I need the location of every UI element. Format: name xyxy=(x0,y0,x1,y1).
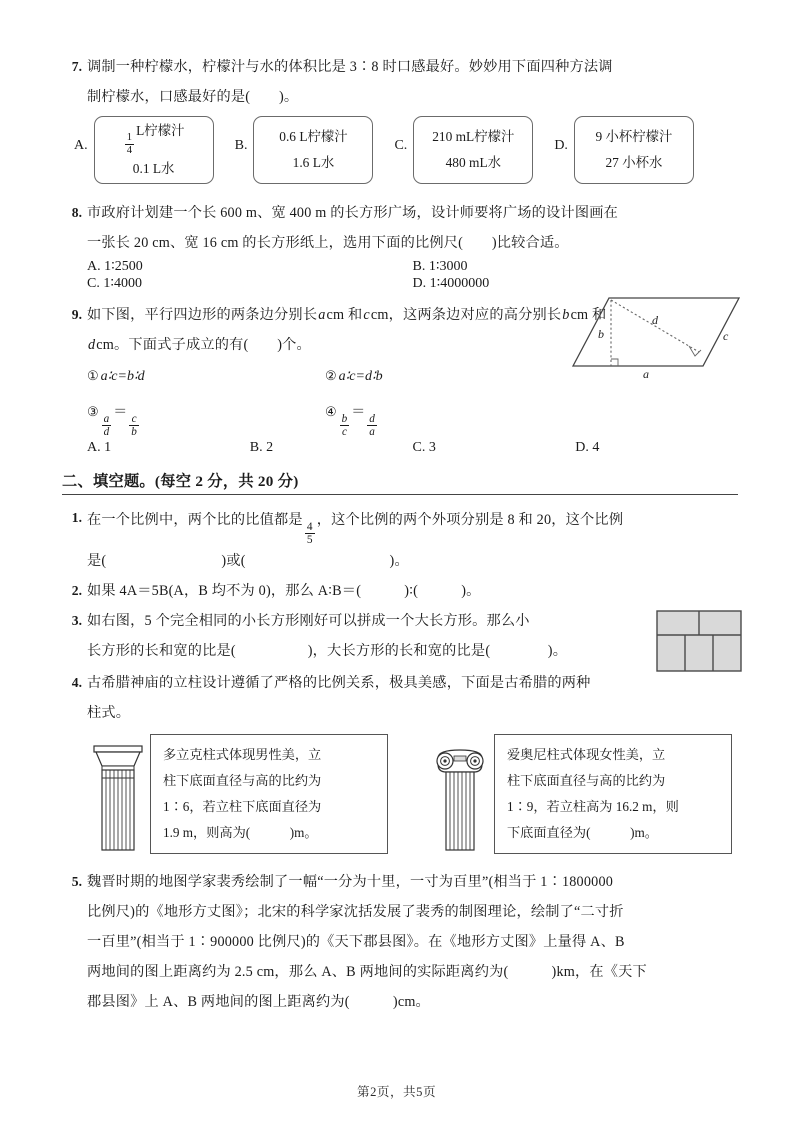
question-8 xyxy=(62,198,738,258)
q9-var-b: b xyxy=(562,307,570,323)
q8-choice-c-label: C. xyxy=(87,276,100,291)
doric-column-icon xyxy=(90,742,146,859)
question-8-number: 8. xyxy=(71,205,82,220)
option-d-line2: 27 小杯水 xyxy=(605,155,663,170)
q9-statement-1-text: a∶c=b∶d xyxy=(100,369,145,384)
option-c-line1: 210 mL柠檬汁 xyxy=(432,129,515,144)
option-a[interactable] xyxy=(74,116,214,184)
option-b[interactable] xyxy=(235,116,374,184)
fraction-four-fifths: $\frac{4}{5}$ xyxy=(306,520,313,547)
option-a-line2: 0.1 L水 xyxy=(132,161,175,177)
option-b-line2: 1.6 L水 xyxy=(292,155,335,170)
q9-statement-2-text: a∶c=d∶b xyxy=(338,369,383,384)
ionic-column-icon xyxy=(430,742,490,859)
parallelogram-figure xyxy=(539,286,744,383)
q9-choice-d-text: 4 xyxy=(592,440,600,455)
option-b-label: B. xyxy=(234,138,248,153)
q8-choice-b[interactable] xyxy=(413,258,739,275)
rectangle-tiling-figure xyxy=(656,610,742,677)
question-7-text-line2: 制柠檬水，口感最好的是( )。 xyxy=(87,89,299,105)
circle-number-3: ③ xyxy=(87,404,99,419)
doric-line-1: 多立克柱式体现男性美，立 xyxy=(163,747,322,763)
fill-question-5 xyxy=(62,867,738,1017)
q9-fraction-b-over-c: $\frac{b}{c}$ xyxy=(341,412,348,438)
option-a-card[interactable] xyxy=(94,116,214,184)
fill-4-column-figures xyxy=(62,734,738,859)
q9-choice-b-label: B. xyxy=(249,440,263,455)
page-footer: 第2页，共5页 xyxy=(356,1085,437,1099)
fill-question-4 xyxy=(62,668,738,728)
q8-choice-a-text: 1∶2500 xyxy=(104,259,143,274)
q9-choice-b[interactable] xyxy=(250,440,413,456)
q9-choice-a-text: 1 xyxy=(104,440,112,455)
label-b: b xyxy=(598,327,604,341)
q9-choice-c[interactable] xyxy=(413,440,576,456)
q9-var-d: d xyxy=(88,337,96,353)
option-d[interactable] xyxy=(554,116,694,184)
question-8-text-line2: 一张长 20 cm、宽 16 cm 的长方形纸上，选用下面的比例尺( )比较合适。 xyxy=(87,235,569,251)
ionic-line-3: 1∶9，若立柱高为 16.2 m，则 xyxy=(507,799,679,815)
doric-group xyxy=(90,734,388,859)
q8-choice-d-label: D. xyxy=(412,276,427,291)
fill-question-2 xyxy=(62,576,738,606)
q8-choice-a[interactable] xyxy=(87,258,413,275)
q9-line1-part-d: cm 和 xyxy=(570,307,607,323)
q9-choice-a[interactable] xyxy=(87,440,250,456)
fill-4-line1: 古希腊神庙的立柱设计遵循了严格的比例关系，极具美感，下面是古希腊的两种 xyxy=(87,675,591,692)
q8-choice-d-text: 1∶4000000 xyxy=(429,276,490,291)
section-2-heading: 二、填空题。(每空 2 分，共 20 分) xyxy=(62,473,299,490)
q9-statement-3: ③ $\frac{a}{d}$ ＝ $\frac{c}{b}$ xyxy=(87,393,325,438)
fill-2-number: 2. xyxy=(71,583,82,599)
q9-line1-part-c: cm，这两条边对应的高分别长 xyxy=(370,307,562,323)
doric-line-3: 1∶6，若立柱下底面直径为 xyxy=(163,799,322,815)
fill-1-line1 xyxy=(87,503,738,546)
option-c-line2: 480 mL水 xyxy=(445,155,502,170)
q9-line2-text: cm。下面式子成立的有( )个。 xyxy=(96,337,311,353)
label-d: d xyxy=(652,313,658,327)
q9-choice-b-text: 2 xyxy=(266,440,274,455)
ionic-group xyxy=(430,734,732,859)
fill-question-3 xyxy=(62,606,738,666)
option-c-label: C. xyxy=(394,138,408,153)
fill-3-number: 3. xyxy=(71,613,82,629)
doric-line-4: 1.9 m，则高为( )m。 xyxy=(163,825,318,841)
fill-1-number: 1. xyxy=(71,510,82,525)
fill-4-number: 4. xyxy=(71,675,82,691)
fill-4-line2: 柱式。 xyxy=(87,705,131,722)
q9-line1-part-a: 如下图，平行四边形的两条边分别长 xyxy=(87,307,318,323)
option-c[interactable] xyxy=(394,116,533,184)
fill-3-line2[interactable]: 长方形的长和宽的比是( )，大长方形的长和宽的比是( )。 xyxy=(87,643,568,660)
q9-fraction-a-over-d: $\frac{a}{d}$ xyxy=(103,412,110,438)
fill-1-line2[interactable]: 是( )或( )。 xyxy=(87,553,409,570)
fill-5-number: 5. xyxy=(71,874,82,890)
q9-fraction-d-over-a: $\frac{d}{a}$ xyxy=(369,412,375,438)
q9-var-c: c xyxy=(363,307,370,323)
q9-choice-c-text: 3 xyxy=(428,440,436,455)
question-9-choices xyxy=(62,440,738,456)
doric-note-box[interactable] xyxy=(150,734,388,854)
q9-choice-c-label: C. xyxy=(412,440,426,455)
ionic-note-box[interactable] xyxy=(494,734,732,854)
ionic-line-1: 爱奥尼柱式体现女性美，立 xyxy=(507,747,666,763)
q9-choice-d-label: D. xyxy=(575,440,589,455)
q9-choice-d[interactable] xyxy=(575,440,738,456)
q8-choice-b-label: B. xyxy=(412,259,426,274)
label-a: a xyxy=(643,367,649,378)
fill-5-line4[interactable]: 两地间的图上距离约为 2.5 cm，那么 A、B 两地间的实际距离约为( )km，在《天下 xyxy=(87,964,647,981)
fill-5-line3: 一百里”(相当于 1∶900000 比例尺)的《天下郡县图》。在《地形方丈图》上量得 A、B xyxy=(87,934,625,951)
option-a-line1: $\frac{1}{4}$ L柠檬汁 xyxy=(126,122,185,156)
q8-choice-c[interactable] xyxy=(87,275,413,292)
fill-2-text[interactable]: 如果 4A＝5B(A，B 均不为 0)，那么 A∶B＝( )∶( )。 xyxy=(87,583,481,600)
fraction-one-quarter: $\frac{1}{4}$ xyxy=(126,131,133,156)
question-7-options xyxy=(62,116,738,184)
option-d-card[interactable] xyxy=(574,116,694,184)
q9-fraction-c-over-b: $\frac{c}{b}$ xyxy=(131,412,137,438)
question-8-text-line1: 市政府计划建一个长 600 m、宽 400 m 的长方形广场，设计师要将广场的设计图画在 xyxy=(87,205,618,221)
option-c-card[interactable] xyxy=(413,116,533,184)
label-c: c xyxy=(723,329,729,343)
fill-1-line1-part-a: 在一个比例中，两个比的比值都是 xyxy=(87,512,303,528)
q8-choice-a-label: A. xyxy=(87,259,101,274)
question-7-number: 7. xyxy=(71,59,82,74)
fill-5-line5[interactable]: 郡县图》上 A、B 两地间的图上距离约为( )cm。 xyxy=(87,994,430,1011)
fill-5-line2: 比例尺)的《地形方丈图》；北宋的科学家沈括发展了裴秀的制图理论，绘制了“二寸折 xyxy=(87,904,624,921)
question-9-number: 9. xyxy=(71,307,82,322)
section-divider xyxy=(62,494,738,495)
question-7-text-line1: 调制一种柠檬水，柠檬汁与水的体积比是 3∶8 时口感最好。妙妙用下面四种方法调 xyxy=(87,59,613,75)
fill-question-1 xyxy=(62,503,738,576)
circle-number-4: ④ xyxy=(325,404,337,419)
question-8-choices-row1 xyxy=(62,258,738,275)
fill-1-line1-part-b: ，这个比例的两个外项分别是 8 和 20，这个比例 xyxy=(316,512,624,528)
option-d-label: D. xyxy=(554,138,568,153)
fill-3-line1: 如右图，5 个完全相同的小长方形刚好可以拼成一个大长方形。那么小 xyxy=(87,613,530,630)
question-9-statements-row2 xyxy=(62,393,738,438)
q9-statement-2 xyxy=(325,360,563,393)
ionic-line-4: 下底面直径为( )m。 xyxy=(507,825,658,841)
q9-statement-1 xyxy=(87,360,325,393)
option-b-card[interactable] xyxy=(253,116,373,184)
ionic-line-2: 柱下底面直径与高的比约为 xyxy=(507,773,666,789)
fill-5-line1: 魏晋时期的地图学家裴秀绘制了一幅“一分为十里，一寸为百里”(相当于 1∶1800000 xyxy=(87,874,614,891)
q8-choice-c-text: 1∶4000 xyxy=(103,276,142,291)
option-d-line1: 9 小杯柠檬汁 xyxy=(595,129,673,144)
q9-line1-part-b: cm 和 xyxy=(326,307,363,323)
circle-number-1: ① xyxy=(87,368,99,383)
circle-number-2: ② xyxy=(325,368,337,383)
option-a-label: A. xyxy=(74,138,88,153)
q9-var-a: a xyxy=(318,307,326,323)
question-7 xyxy=(62,52,738,112)
q9-choice-a-label: A. xyxy=(87,440,101,455)
q8-choice-b-text: 1∶3000 xyxy=(428,259,468,274)
q9-statement-4: ④ $\frac{b}{c}$ ＝ $\frac{d}{a}$ xyxy=(325,393,563,438)
option-b-line1: 0.6 L柠檬汁 xyxy=(279,129,348,144)
question-9 xyxy=(62,300,738,456)
doric-line-2: 柱下底面直径与高的比约为 xyxy=(163,773,322,789)
